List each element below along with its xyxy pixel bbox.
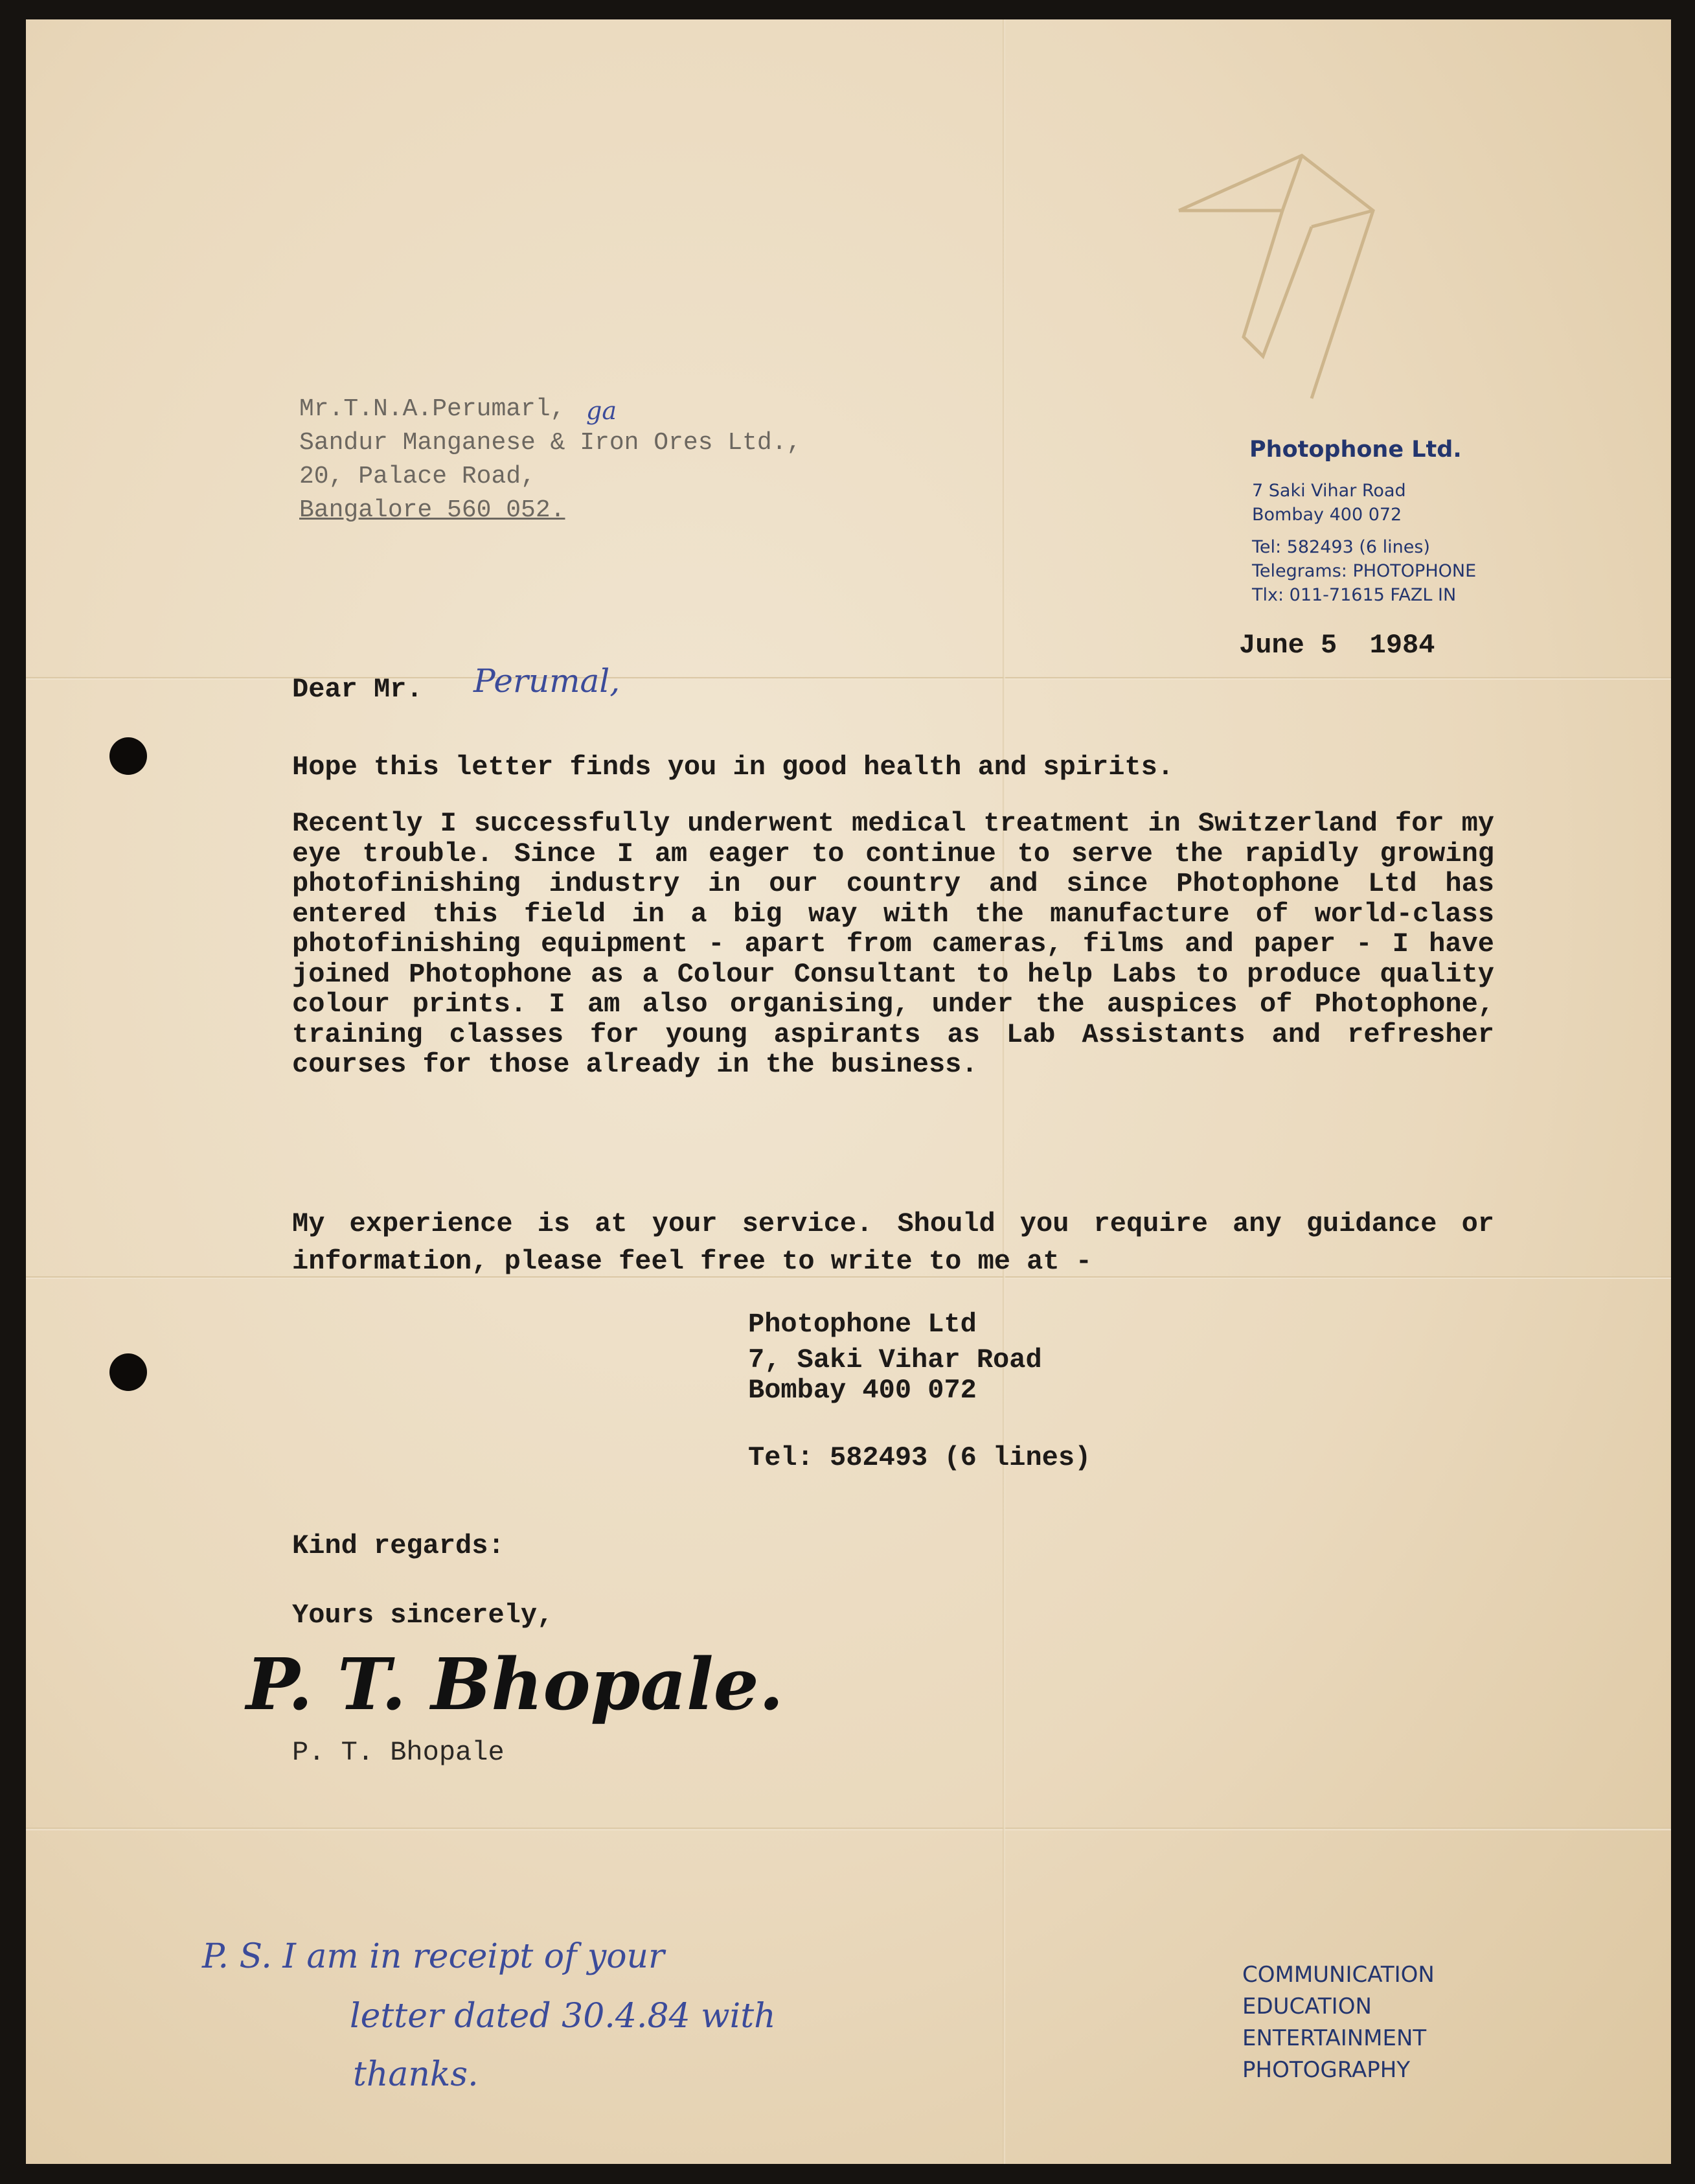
letterhead-address-2: Bombay 400 072 bbox=[1252, 505, 1402, 525]
signer-name: P. T. Bhopale bbox=[292, 1737, 505, 1768]
signature: P. T. Bhopale. bbox=[246, 1642, 784, 1726]
letter-date: June 5 1984 bbox=[1239, 630, 1435, 661]
paragraph-2: Recently I successfully underwent medical treatment in Switzerland for my eye trouble. Since I am eager to continue to serve the rapidly growing photofinishing industry in our country and since Photophone Ltd has entered this field in a big way with the manufacture of world-class photofinishing equipment - apart from cameras, films and paper - I have joined Photophone as a Colour Consultant to help Labs to produce quality colour prints. I am also organising, under the auspices of Photophone, training classes for young aspirants as Lab Assistants and refresher courses for those already in the business. bbox=[292, 808, 1494, 1080]
valediction: Yours sincerely, bbox=[292, 1600, 554, 1631]
handwritten-correction: ga bbox=[586, 397, 617, 425]
photophone-logo-icon bbox=[1172, 149, 1380, 421]
footer-line-3: ENTERTAINMENT bbox=[1242, 2025, 1427, 2051]
letterhead-tel: Tel: 582493 (6 lines) bbox=[1252, 537, 1430, 557]
recipient-line-3: 20, Palace Road, bbox=[299, 463, 536, 490]
punch-hole bbox=[109, 737, 147, 775]
paragraph-3: My experience is at your service. Should you require any guidance or information, please feel free to write to me at - bbox=[292, 1208, 1494, 1277]
postscript-line-3: thanks. bbox=[353, 2055, 479, 2094]
fold-line bbox=[26, 677, 1671, 680]
punch-hole bbox=[109, 1353, 147, 1391]
company-name: Photophone Ltd. bbox=[1249, 437, 1462, 463]
recipient-line-4: Bangalore 560 052. bbox=[299, 496, 565, 524]
contact-block-line-3: Bombay 400 072 bbox=[748, 1375, 977, 1406]
footer-line-4: PHOTOGRAPHY bbox=[1242, 2057, 1411, 2083]
contact-block-line-1: Photophone Ltd bbox=[748, 1309, 977, 1340]
letterhead-telegrams: Telegrams: PHOTOPHONE bbox=[1252, 561, 1477, 581]
footer-line-1: COMMUNICATION bbox=[1242, 1962, 1435, 1988]
recipient-line-2: Sandur Manganese & Iron Ores Ltd., bbox=[299, 429, 802, 457]
salutation-handwritten-name: Perumal, bbox=[473, 662, 620, 700]
postscript-line-2: letter dated 30.4.84 with bbox=[350, 1997, 776, 2036]
closing: Kind regards: bbox=[292, 1530, 505, 1561]
salutation: Dear Mr. bbox=[292, 674, 423, 705]
paragraph-1: Hope this letter finds you in good health and spirits. bbox=[292, 752, 1174, 783]
fold-line bbox=[1003, 19, 1005, 2164]
letterhead-address-1: 7 Saki Vihar Road bbox=[1252, 481, 1406, 501]
contact-block-line-4: Tel: 582493 (6 lines) bbox=[748, 1442, 1091, 1473]
contact-block-line-2: 7, Saki Vihar Road bbox=[748, 1344, 1042, 1375]
postscript-line-1: P. S. I am in receipt of your bbox=[202, 1937, 665, 1976]
letterhead-telex: Tlx: 011-71615 FAZL IN bbox=[1252, 585, 1457, 605]
recipient-line-1: Mr.T.N.A.Perumarl, bbox=[299, 395, 565, 423]
fold-line bbox=[26, 1828, 1671, 1830]
paper bbox=[26, 19, 1671, 2164]
footer-line-2: EDUCATION bbox=[1242, 1994, 1372, 2019]
